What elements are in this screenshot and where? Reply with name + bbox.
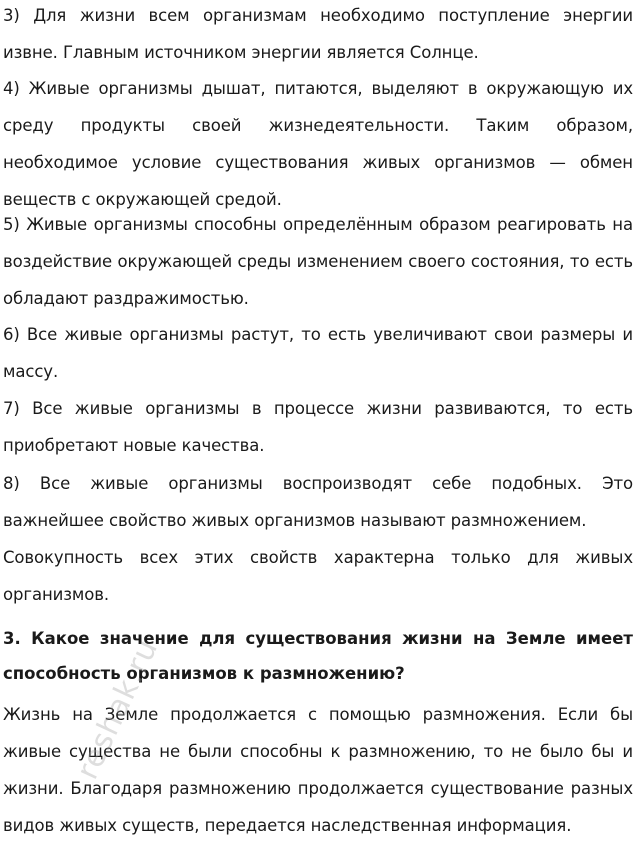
paragraph-development: 7) Все живые организмы в процессе жизни развиваются, то есть приобретают новые качества. bbox=[3, 399, 633, 455]
paragraph-metabolism: 4) Живые организмы дышат, питаются, выделяют в окружающую их среду продукты своей жизнедеятельности. Таким образом, необходимое условие существования живых организмов — обмен веществ с окружающей средой. bbox=[3, 79, 633, 209]
paragraph-growth: 6) Все живые организмы растут, то есть увеличивают свои размеры и массу. bbox=[3, 325, 633, 381]
paragraph-reproduction: 8) Все живые организмы воспроизводят себе подобных. Это важнейшее свойство живых организмов называют размножением. bbox=[3, 474, 633, 530]
paragraph-irritability: 5) Живые организмы способны определённым образом реагировать на воздействие окружающей среды изменением своего состояния, то есть обладают раздражимостью. bbox=[3, 215, 633, 308]
answer-paragraph: Жизнь на Земле продолжается с помощью размножения. Если бы живые существа не были способны к размножению, то не было бы и жизни. Благодаря размножению продолжается существование разных видов живых существ, передается наследственная информация. bbox=[3, 705, 633, 835]
paragraph-summary: Совокупность всех этих свойств характерна только для живых организмов. bbox=[3, 548, 633, 604]
paragraph-energy: 3) Для жизни всем организмам необходимо поступление энергии извне. Главным источником энергии является Солнце. bbox=[3, 6, 633, 62]
question-heading: 3. Какое значение для существования жизни на Земле имеет способность организмов к размножению? bbox=[3, 629, 633, 683]
watermark: reshak.ru bbox=[70, 633, 166, 785]
